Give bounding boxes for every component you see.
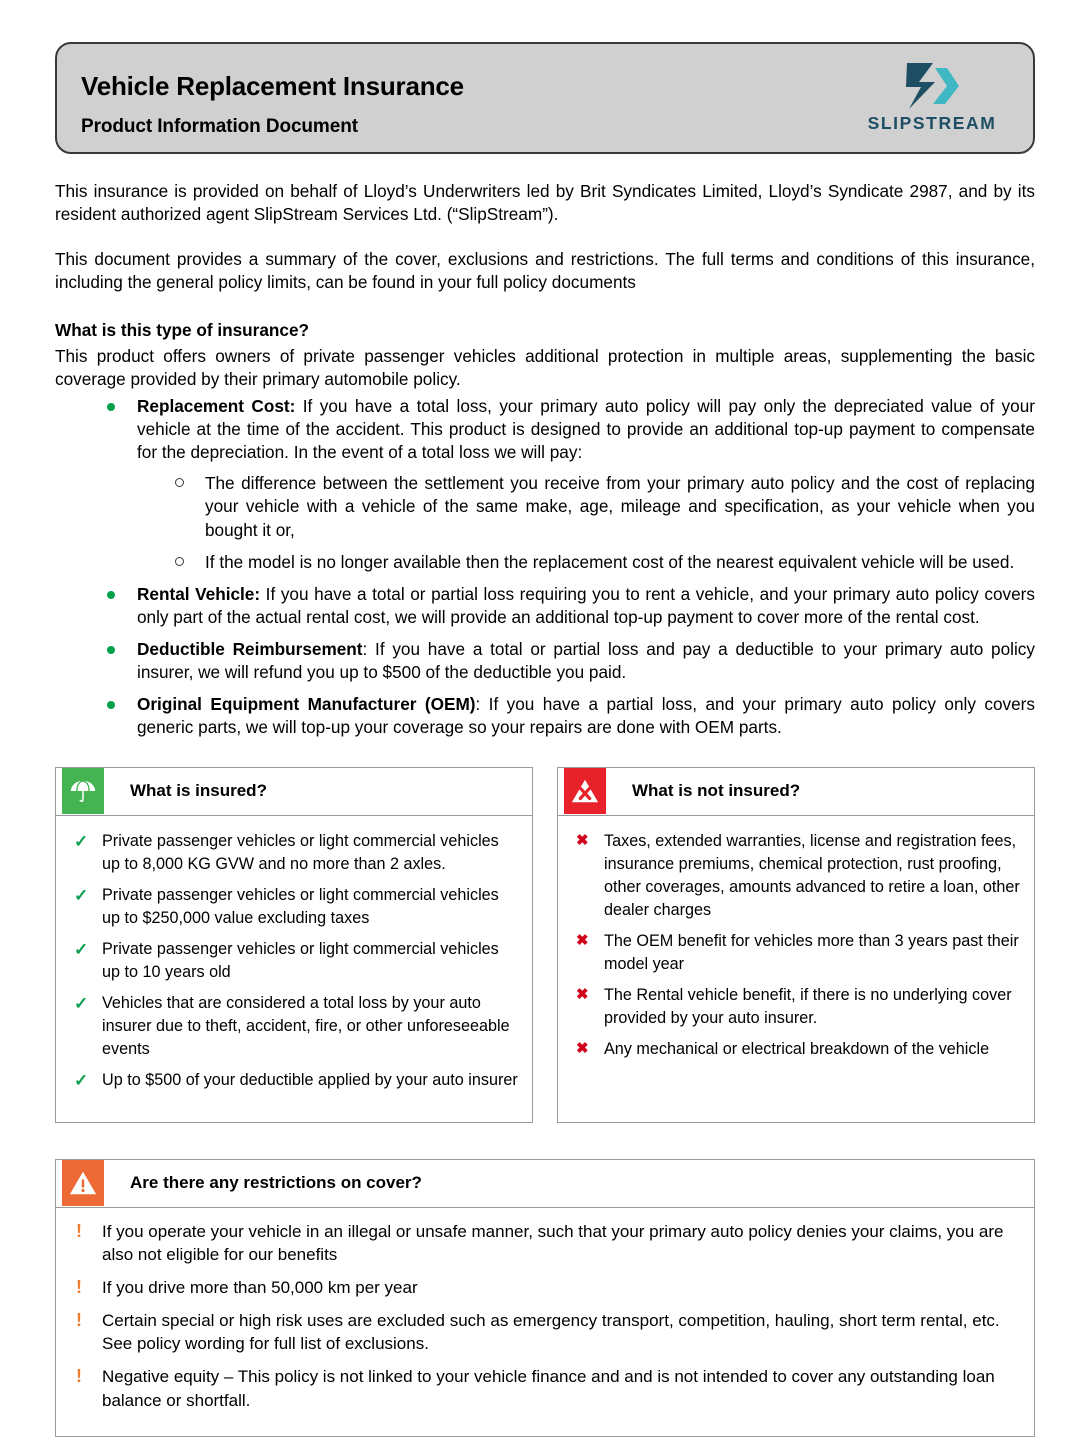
not-insured-items-list [568, 830, 1020, 1061]
list-item-text: Taxes, extended warranties, license and registration fees, insurance premiums, chemical protection, rust proofing, other coverages, amounts advanced to retire a loan, other dealer charges [604, 831, 1020, 919]
cross-icon: ✖ [576, 831, 589, 849]
bullet-dot-icon [107, 403, 115, 411]
list-item [568, 1038, 1020, 1061]
sub-bullet-text: If the model is no longer available then the replacement cost of the nearest equivalent vehicle will be used. [205, 551, 1015, 572]
list-item [66, 938, 518, 984]
exclamation-icon: ! [76, 1220, 82, 1241]
brand-wordmark: SLIPSTREAM [867, 113, 997, 133]
list-item-text: Vehicles that are considered a total loss by your auto insurer due to theft, accident, fire, or other unforeseeable events [102, 993, 510, 1058]
list-item [66, 830, 518, 876]
document-header-banner [55, 42, 1035, 154]
insurance-type-bullet-list [55, 395, 1035, 739]
check-icon: ✓ [74, 1070, 89, 1090]
list-item-text: The OEM benefit for vehicles more than 3 years past their model year [604, 931, 1019, 973]
list-item [568, 930, 1020, 976]
insurance-type-lead: This product offers owners of private passenger vehicles additional protection in multiple areas, supplementing the basic coverage provided by their primary automobile policy. [55, 346, 1035, 390]
panel-what-is-insured [55, 767, 533, 1123]
list-item [66, 1276, 1014, 1299]
warning-triangle-icon [62, 1160, 104, 1206]
panel-restrictions-on-cover [55, 1159, 1035, 1437]
check-icon: ✓ [74, 885, 89, 905]
umbrella-glyph [68, 776, 98, 806]
list-item [568, 830, 1020, 922]
bullet-text: If you have a total loss, your primary auto policy will pay only the depreciated value of your vehicle at the time of the accident. This product is designed to provide an additional top-up payment to compensate for the depreciation. In the event of a total loss we will pay: [137, 396, 1035, 463]
slipstream-logo [857, 60, 1007, 144]
sub-bullet-text: The difference between the settlement you receive from your primary auto policy and the cost of replacing your vehicle with a vehicle of the same make, age, mileage and specification, as your vehicle when you bought it or, [205, 473, 1035, 540]
panel-title: What is insured? [130, 781, 267, 801]
exclamation-icon: ! [76, 1366, 82, 1387]
intro-paragraph-1: This insurance is provided on behalf of Lloyd’s Underwriters led by Brit Syndicates Limited, Lloyd’s Syndicate 2987, and by its resident authorized agent SlipStream Services Ltd. (“SlipStream”). [55, 181, 1035, 225]
list-item [55, 583, 1035, 629]
page-subtitle: Product Information Document [81, 115, 358, 137]
list-item [66, 1069, 518, 1092]
check-icon: ✓ [74, 831, 89, 851]
list-item [66, 884, 518, 930]
cross-icon: ✖ [576, 985, 589, 1003]
panel-body [558, 816, 1034, 1122]
panel-what-is-not-insured [557, 767, 1035, 1123]
panel-body [56, 1208, 1034, 1436]
restrictions-items-list [66, 1220, 1014, 1412]
list-item-text: Any mechanical or electrical breakdown of the vehicle [604, 1039, 990, 1058]
list-item-text: The Rental vehicle benefit, if there is no underlying cover provided by your auto insurer. [604, 985, 1012, 1027]
bullet-text: : If you have a partial loss, and your primary auto policy only covers generic parts, we will top-up your coverage so your repairs are done with OEM parts. [137, 693, 1035, 737]
panel-body [56, 816, 532, 1122]
panel-header [558, 768, 1034, 816]
list-item-text: If you operate your vehicle in an illegal or unsafe manner, such that your primary auto policy denies your claims, you are also not eligible for our benefits [102, 1221, 1004, 1264]
panel-title: Are there any restrictions on cover? [130, 1173, 422, 1193]
triangle-x-glyph [570, 776, 600, 806]
list-item [137, 472, 1035, 541]
list-item [66, 1365, 1014, 1411]
check-icon: ✓ [74, 939, 89, 959]
list-item [55, 638, 1035, 684]
list-item [66, 1309, 1014, 1355]
list-item [66, 992, 518, 1061]
list-item [568, 984, 1020, 1030]
bullet-label: Rental Vehicle: [137, 583, 261, 604]
list-item-text: Negative equity – This policy is not linked to your vehicle finance and and is not intended to cover any outstanding loan balance or shortfall. [102, 1367, 995, 1410]
panel-header [56, 1160, 1034, 1208]
bullet-dot-icon [107, 646, 115, 654]
bullet-label: Deductible Reimbursement [137, 638, 363, 659]
panel-title: What is not insured? [632, 781, 801, 801]
bullet-label: Replacement Cost: [137, 396, 296, 417]
bullet-text: If you have a total or partial loss requiring you to rent a vehicle, and your primary auto policy covers only part of the actual rental cost, we will provide an additional top-up payment to cover more of the rental cost. [137, 583, 1035, 627]
list-item-text: Up to $500 of your deductible applied by your auto insurer [102, 1070, 518, 1089]
check-icon: ✓ [74, 993, 89, 1013]
cross-icon: ✖ [576, 1039, 589, 1057]
warning-triangle-glyph [68, 1168, 98, 1198]
sub-bullet-list [137, 472, 1035, 573]
bullet-label: Original Equipment Manufacturer (OEM) [137, 693, 476, 714]
cross-icon: ✖ [576, 931, 589, 949]
list-item-text: Private passenger vehicles or light commercial vehicles up to 10 years old [102, 939, 499, 981]
list-item-text: If you drive more than 50,000 km per year [102, 1278, 418, 1298]
list-item [66, 1220, 1014, 1266]
list-item-text: Private passenger vehicles or light commercial vehicles up to $250,000 value excluding taxes [102, 885, 499, 927]
list-item [55, 395, 1035, 573]
slipstream-mark-icon [895, 60, 969, 112]
sub-bullet-circle-icon [175, 557, 184, 566]
coverage-panels [55, 767, 1035, 1123]
exclamation-icon: ! [76, 1277, 82, 1298]
triangle-x-icon [564, 768, 606, 814]
list-item-text: Certain special or high risk uses are excluded such as emergency transport, competition, hauling, short term rental, etc. See policy wording for full list of exclusions. [102, 1311, 1000, 1354]
panel-header [56, 768, 532, 816]
umbrella-icon [62, 768, 104, 814]
list-item-text: Private passenger vehicles or light commercial vehicles up to 8,000 KG GVW and no more than 2 axles. [102, 831, 499, 873]
bullet-text: : If you have a total or partial loss and pay a deductible to your primary auto policy insurer, we will refund you up to $500 of the deductible you paid. [137, 638, 1035, 682]
intro-paragraph-2: This document provides a summary of the cover, exclusions and restrictions. The full terms and conditions of this insurance, including the general policy limits, can be found in your full policy documents [55, 249, 1035, 293]
list-item [137, 551, 1035, 574]
page-title: Vehicle Replacement Insurance [81, 71, 464, 102]
insured-items-list [66, 830, 518, 1092]
sub-bullet-circle-icon [175, 478, 184, 487]
list-item [55, 693, 1035, 739]
section-heading-insurance-type: What is this type of insurance? [55, 320, 310, 341]
exclamation-icon: ! [76, 1310, 82, 1331]
bullet-dot-icon [107, 701, 115, 709]
bullet-dot-icon [107, 591, 115, 599]
